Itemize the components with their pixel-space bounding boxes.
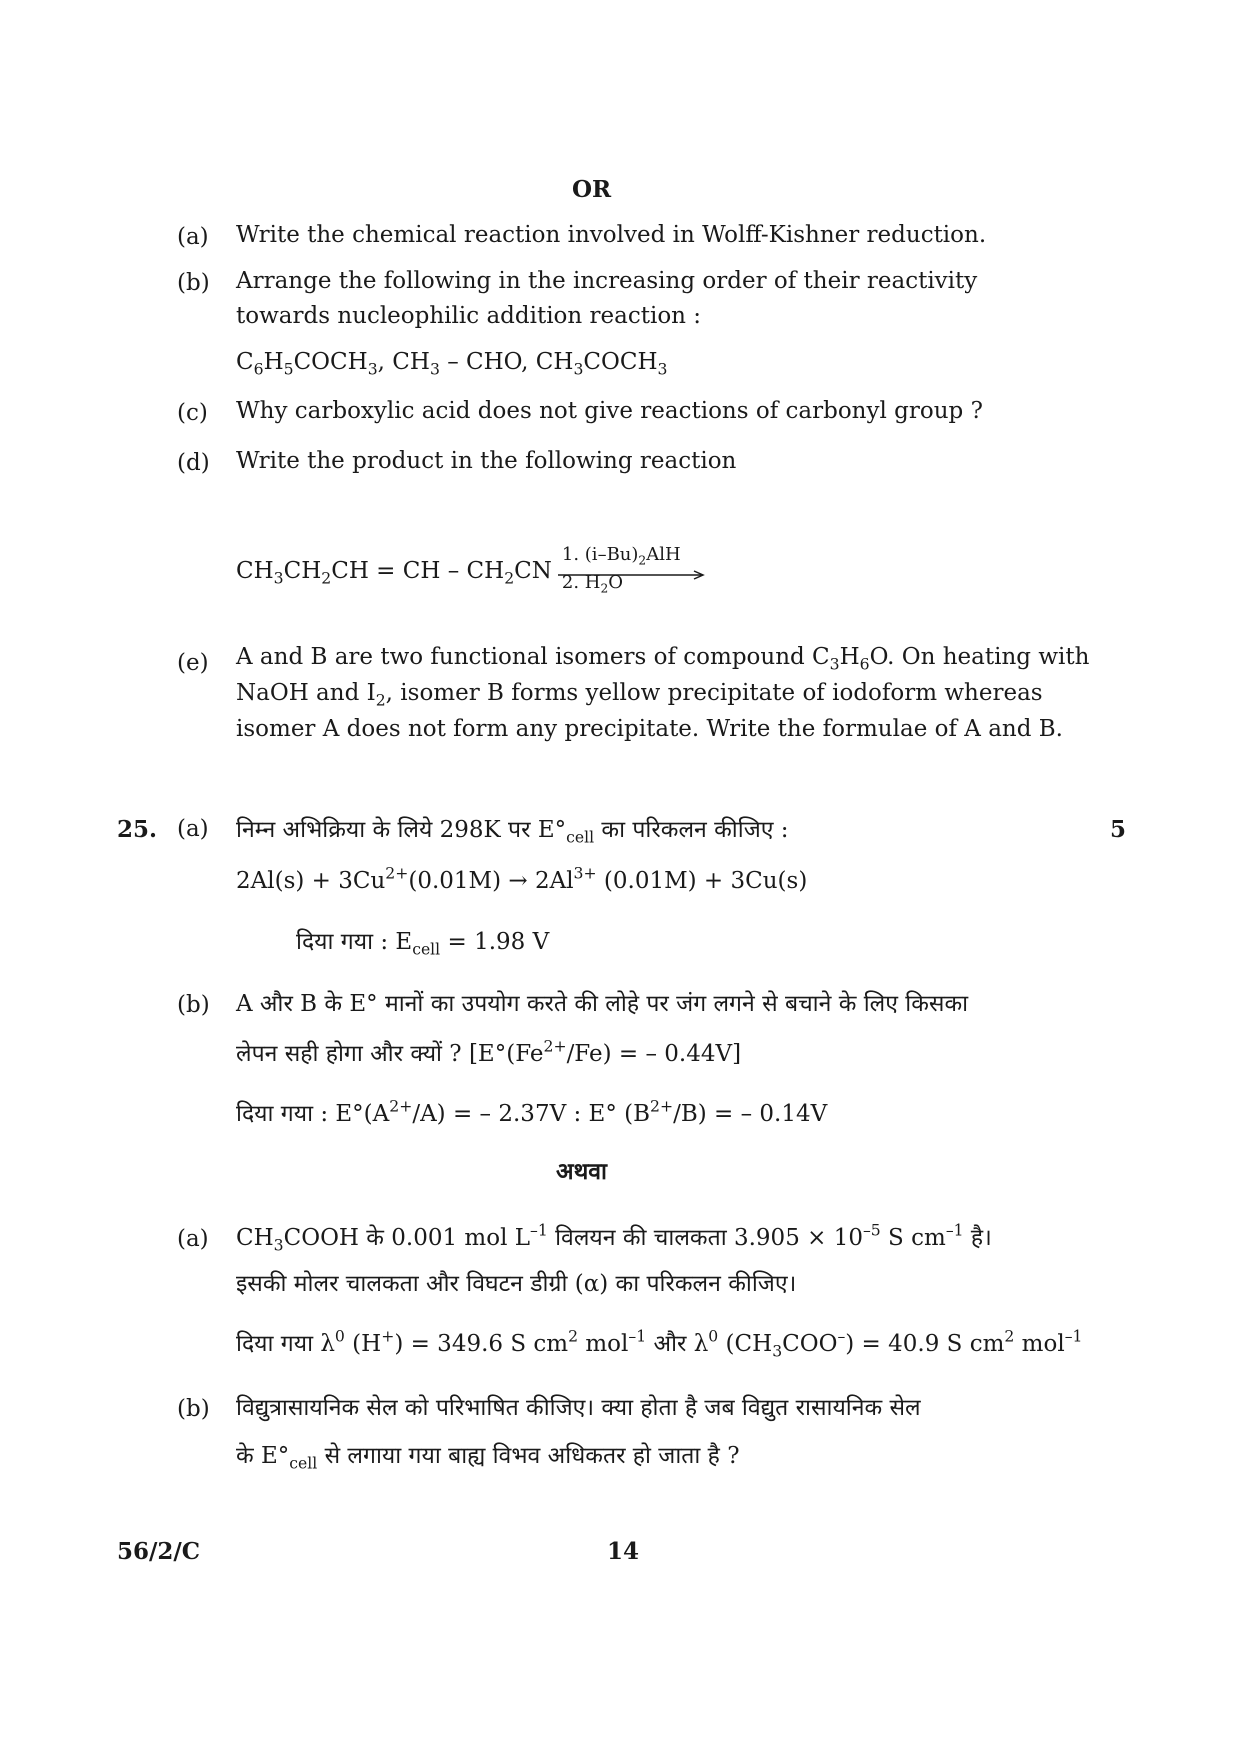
q25-a-equation: $2Al(s) + 3Cu^{2+}(0.01M) \to 2Al^{3+}$ (0.01M) + 3Cu(s)	[236, 863, 808, 894]
alt-a-line2: इसकी मोलर चालकता और विघटन डीग्री (α) का परिकलन कीजिए।	[236, 1271, 797, 1297]
alt-a-given: दिया गया $\lambda^0$ (H+) = 349.6 S $cm^2$ mol$^{-1}$ और $\lambda^0$ $(CH_3COO^-) = 40.9$ S $cm^2$ mol$^{-1}$	[236, 1326, 1083, 1361]
item-label-a: (a)	[177, 224, 209, 250]
alt-label-b: (b)	[177, 1396, 210, 1422]
athva-heading: अथवा	[556, 1158, 608, 1185]
question-number: 25.	[117, 816, 158, 843]
item-text-b: Arrange the following in the increasing order of their reactivity towards nucleophilic addition reaction :	[236, 268, 978, 329]
item-text-c: Why carboxylic acid does not give reactions of carbonyl group ?	[236, 398, 983, 424]
item-label-e: (e)	[177, 650, 209, 676]
page-number: 14	[607, 1538, 640, 1565]
q25-label-b: (b)	[177, 992, 210, 1018]
q25-b-line2: लेपन सही होगा और क्यों ? [$E^\circ(Fe^{2+}/Fe)$ = – 0.44V]	[236, 1036, 742, 1067]
reagent-top: 1. $(i-Bu)_2AlH$	[561, 544, 681, 568]
q25-b-line1: A और B के E° मानों का उपयोग करते की लोहे पर जंग लगने से बचाने के लिए किसका	[236, 991, 969, 1017]
item-e-line2: NaOH and $I_2$, isomer B forms yellow precipitate of iodoform whereas	[236, 680, 1043, 710]
alt-b-line1: विद्युत्रासायनिक सेल को परिभाषित कीजिए। क्या होता है जब विद्युत रासायनिक सेल	[236, 1395, 921, 1421]
reactivity-compounds: $C_6H_5COCH_3$, $CH_3$ – CHO, $CH_3COCH_3$	[236, 349, 668, 379]
footer-code: 56/2/C	[117, 1538, 201, 1565]
alt-label-a: (a)	[177, 1226, 209, 1252]
reaction-d: $CH_3CH_2CH$ = CH – $CH_2CN$ 1. $(i-Bu)_2AlH$ 2. $H_2O$	[236, 552, 708, 592]
q25-label-a: (a)	[177, 816, 209, 842]
alt-a-line1: $CH_3COOH$ के 0.001 mol $L^{-1}$ विलयन की चालकता $3.905 \times 10^{-5}$ S $cm^{-1}$ है।	[236, 1220, 992, 1255]
reaction-arrow	[558, 544, 708, 596]
item-e-line1: A and B are two functional isomers of compound $C_3H_6O$. On heating with	[236, 644, 1090, 674]
or-heading: OR	[572, 176, 612, 203]
q25-a-given: दिया गया : $E_{cell} = 1.98$ V	[296, 929, 550, 959]
item-e-line3: isomer A does not form any precipitate. Write the formulae of A and B.	[236, 716, 1063, 742]
reagent-bottom: 2. $H_2O$	[561, 572, 624, 596]
item-text-a: Write the chemical reaction involved in Wolff-Kishner reduction.	[236, 222, 987, 248]
q25-b-given: दिया गया : $E^\circ(A^{2+}/A)$ = – 2.37V : E° $(B^{2+}/B)$ = – 0.14V	[236, 1096, 828, 1127]
item-text-d: Write the product in the following reaction	[236, 448, 737, 474]
q25-a-text: निम्न अभिक्रिया के लिये 298K पर $E^\circ_{cell}$ का परिकलन कीजिए :	[236, 817, 789, 847]
item-label-d: (d)	[177, 450, 210, 476]
marks: 5	[1110, 816, 1127, 843]
item-label-c: (c)	[177, 400, 208, 426]
item-label-b: (b)	[177, 270, 210, 296]
alt-b-line2: के $E^\circ_{cell}$ से लगाया गया बाह्य विभव अधिकतर हो जाता है ?	[236, 1443, 740, 1473]
